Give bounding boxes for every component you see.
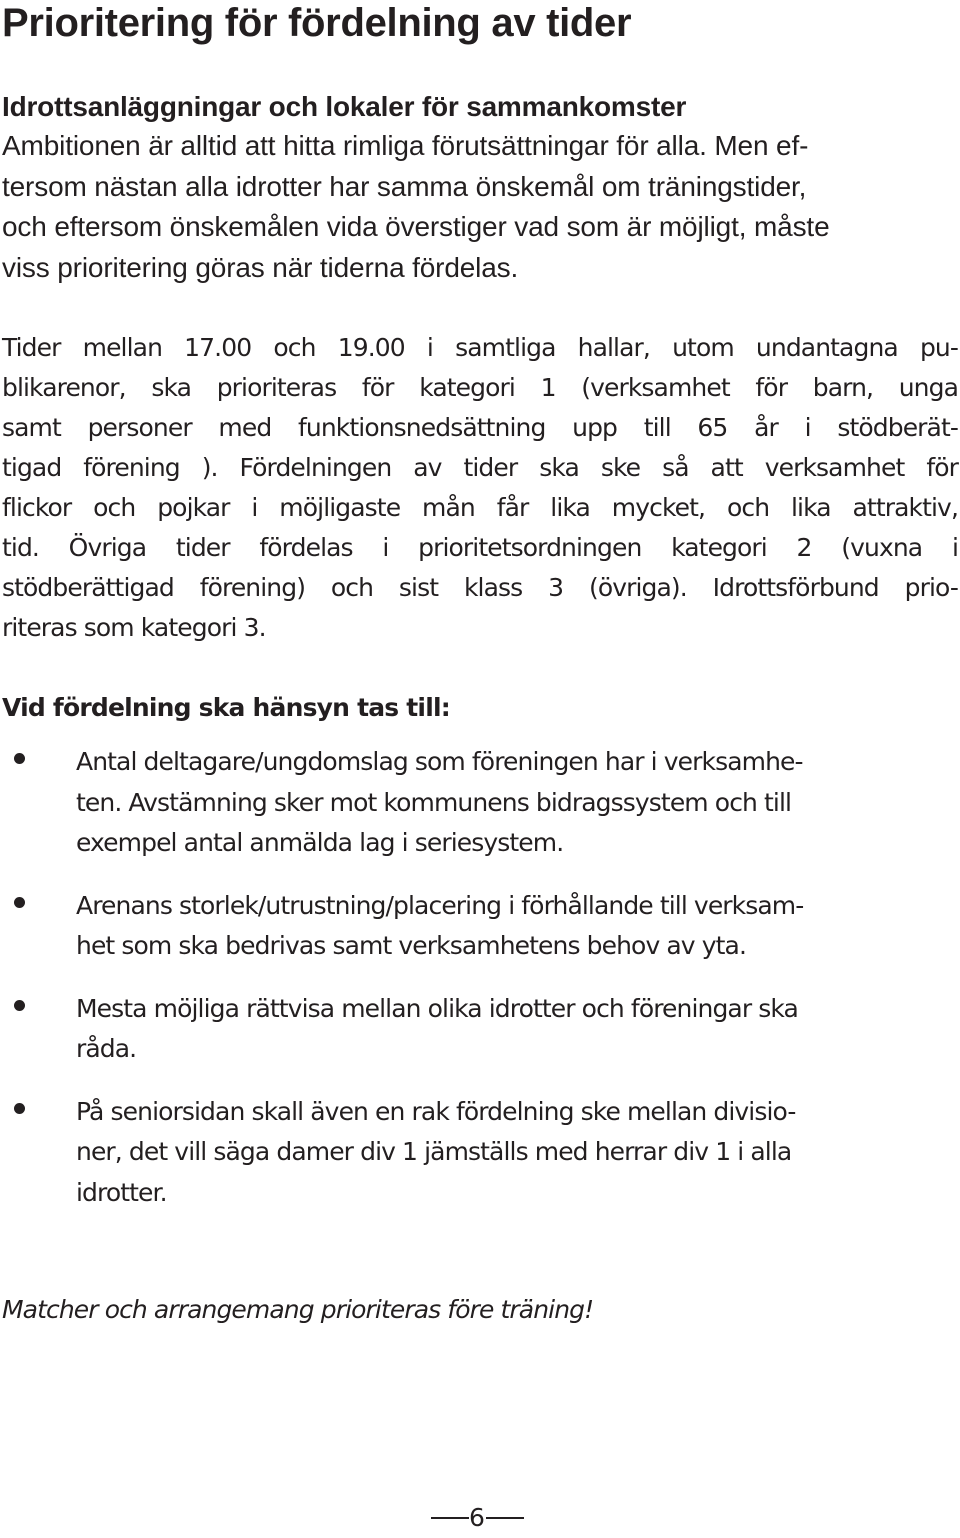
footer-rule: [486, 1517, 524, 1519]
intro-heading: Idrottsanläggningar och lokaler för sammankomster: [2, 91, 687, 122]
intro-line: Ambitionen är alltid att hitta rimliga förutsättningar för alla. Men ef-: [2, 130, 809, 161]
criteria-list: [0, 742, 960, 1213]
page-footer: [0, 1498, 960, 1534]
priority-rules-line: tigad förening ). Fördelningen av tider ska ske så att verksamhet för: [2, 453, 958, 482]
bullet-icon: [14, 897, 25, 908]
priority-rules-line: flickor och pojkar i möjligaste mån får lika mycket, och lika attraktiv,: [2, 493, 958, 522]
list-item-line: Arenans storlek/utrustning/placering i förhållande till verksam-: [76, 890, 804, 920]
intro-line: tersom nästan alla idrotter har samma önskemål om träningstider,: [2, 170, 807, 202]
priority-rules-line: tid. Övriga tider fördelas i prioritetsordningen kategori 2 (vuxna i: [2, 533, 958, 562]
list-item-line: Antal deltagare/ungdomslag som föreningen har i verksamhe-: [76, 747, 803, 776]
list-item: [0, 886, 960, 967]
bullet-icon: [14, 753, 25, 764]
priority-rules-line: samt personer med funktionsnedsättning upp till 65 år i stödberät-: [2, 413, 958, 442]
page-title: Prioritering för fördelning av tider: [2, 1, 632, 45]
list-item-line: Mesta möjliga rättvisa mellan olika idrotter och föreningar ska: [76, 993, 798, 1023]
list-item: [0, 989, 960, 1070]
list-item-line: ner, det vill säga damer div 1 jämställs med herrar div 1 i alla: [76, 1137, 792, 1166]
priority-rules-line: Tider mellan 17.00 och 19.00 i samtliga hallar, utom undantagna pu-: [2, 333, 958, 362]
priority-rules-line: riteras som kategori 3.: [2, 613, 266, 642]
footer-rule: [431, 1517, 469, 1519]
list-item-line: På seniorsidan skall även en rak fördelning ske mellan divisio-: [76, 1096, 796, 1126]
closing-note: Matcher och arrangemang prioriteras före träning!: [2, 1295, 594, 1324]
list-item-line: exempel antal anmälda lag i seriesystem.: [76, 828, 564, 857]
list-item-line: idrotter.: [76, 1177, 167, 1207]
criteria-heading: Vid fördelning ska hänsyn tas till:: [2, 693, 450, 722]
priority-rules-line: stödberättigad förening) och sist klass 3 (övriga). Idrottsförbund prio-: [2, 573, 958, 602]
priority-rules-section: [2, 328, 958, 648]
list-item: [0, 742, 960, 864]
bullet-icon: [14, 1103, 25, 1114]
intro-section: [2, 90, 958, 288]
list-item-line: ten. Avstämning sker mot kommunens bidragssystem och till: [76, 787, 792, 817]
priority-rules-line: blikarenor, ska prioriteras för kategori 1 (verksamhet för barn, unga: [2, 373, 958, 402]
bullet-icon: [14, 1000, 25, 1011]
intro-line: och eftersom önskemålen vida överstiger vad som är möjligt, måste: [2, 211, 830, 242]
list-item: [0, 1092, 960, 1214]
list-item-line: het som ska bedrivas samt verksamhetens behov av yta.: [76, 931, 747, 960]
page-number: 6: [469, 1503, 485, 1532]
intro-line: viss prioritering göras när tiderna fördelas.: [2, 251, 519, 283]
list-item-line: råda.: [76, 1034, 137, 1063]
